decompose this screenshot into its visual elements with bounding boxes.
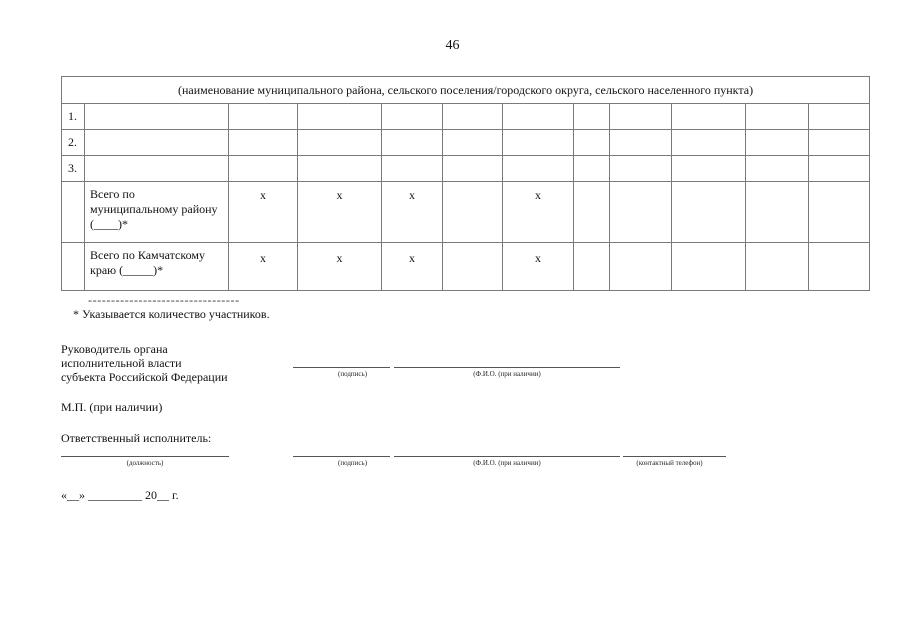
executor-name-line[interactable] <box>394 456 620 457</box>
x-mark: х <box>229 243 298 291</box>
executor-signature-line[interactable] <box>293 456 390 457</box>
table-row <box>62 104 870 130</box>
head-label-line: исполнительной власти <box>61 356 182 370</box>
head-signature-label <box>61 342 228 384</box>
date-line[interactable]: «__» _________ 20__ г. <box>61 488 179 502</box>
row-number: 1. <box>62 104 85 130</box>
page-number: 46 <box>445 38 460 53</box>
x-mark: х <box>503 243 574 291</box>
x-mark: х <box>229 182 298 243</box>
head-label-line: Руководитель органа <box>61 342 168 356</box>
head-signature-line[interactable] <box>293 367 390 368</box>
table-row-total-district <box>62 182 870 243</box>
executor-position-caption: (должность) <box>126 459 164 467</box>
executor-phone-caption: (контактный телефон) <box>636 459 703 467</box>
summary-table <box>61 76 870 291</box>
executor-signature-caption: (подпись) <box>338 459 368 467</box>
table-header: (наименование муниципального района, сельского поселения/городского округа, сельского населенного пункта) <box>62 77 870 104</box>
table-row-total-kamchatka <box>62 243 870 291</box>
row-number: 2. <box>62 130 85 156</box>
executor-phone-line[interactable] <box>623 456 726 457</box>
footnote-text: * Указывается количество участников. <box>73 307 270 321</box>
row-number: 3. <box>62 156 85 182</box>
total-district-label: Всего по муниципальному району (____)* <box>85 182 229 243</box>
table-row <box>62 130 870 156</box>
x-mark: х <box>382 243 443 291</box>
x-mark: х <box>298 182 382 243</box>
x-mark: х <box>298 243 382 291</box>
footnote-separator: --------------------------------- <box>88 293 240 307</box>
total-kamchatka-label: Всего по Камчатскому краю (_____)* <box>85 243 229 291</box>
executor-position-line[interactable] <box>61 456 229 457</box>
head-label-line: субъекта Российской Федерации <box>61 370 228 384</box>
executor-name-caption: (Ф.И.О. (при наличии) <box>473 459 541 467</box>
x-mark: х <box>503 182 574 243</box>
x-mark: х <box>382 182 443 243</box>
head-name-caption: (Ф.И.О. (при наличии) <box>473 370 541 378</box>
head-signature-caption: (подпись) <box>338 370 368 378</box>
head-name-line[interactable] <box>394 367 620 368</box>
table-row <box>62 156 870 182</box>
executor-label: Ответственный исполнитель: <box>61 431 212 445</box>
seal-label: М.П. (при наличии) <box>61 400 163 414</box>
